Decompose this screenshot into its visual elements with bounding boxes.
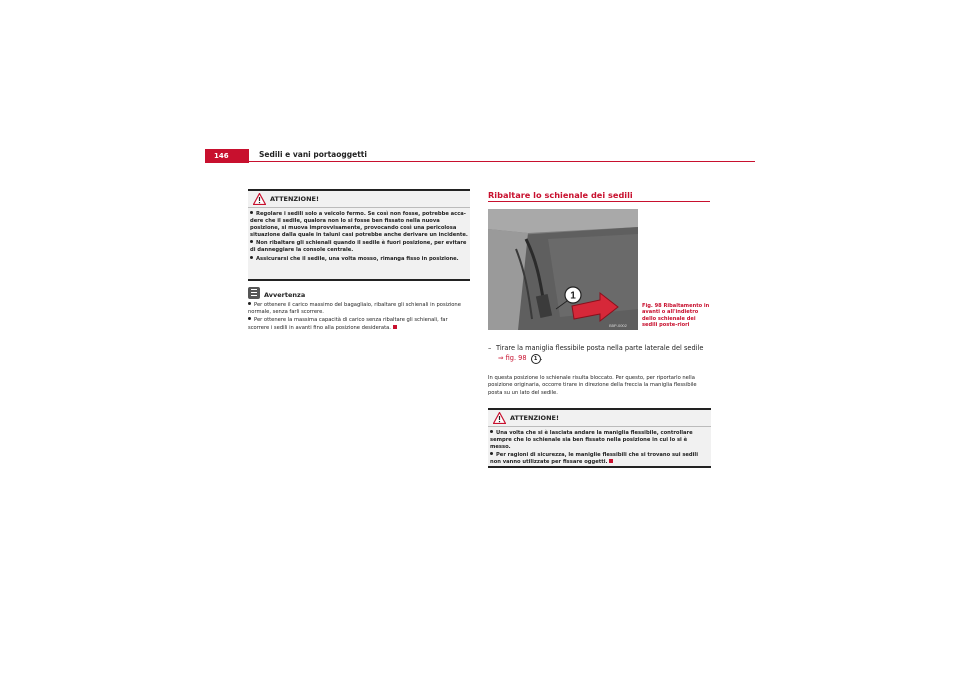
warning-item-text: Una volta che si è lasciata andare la maniglia flessibile, controllare sempre che lo schienale sia ben fissato nella posizione in cui lo si è messo. [490,430,693,451]
step-dash: – [488,344,492,352]
note-item-text: Per ottenere la massima capacità di carico senza ribaltare gli schienali, far scorrere i sedili in avanti fino alla posizione desiderata. [248,317,448,331]
step-text: Tirare la maniglia flessibile posta nella parte laterale del sedile [496,344,704,352]
section-title: Ribaltare lo schienale dei sedili [488,190,633,200]
note-title: Avvertenza [264,291,306,299]
warning-item [250,240,468,254]
warning-body [248,208,470,263]
note-item-text: Per ottenere il carico massimo del bagagliaio, ribaltare gli schienali in posizione normale, senza farli scorrere. [248,302,461,316]
warning-body [488,427,711,466]
bullet-icon [248,302,251,305]
warning-item-text: Non ribaltare gli schienali quando il sedile è fuori posizione, per evitare di danneggiare la console centrale. [250,240,467,254]
warning-item [490,430,709,451]
warning-item-text: Assicurarsi che il sedile, una volta mosso, rimanga fisso in posizione. [256,255,459,262]
warning-box-flexible-handle [488,408,711,468]
header-rule [249,161,755,162]
figure-ref-link[interactable]: ⇒ fig. 98 [498,353,527,362]
chapter-title: Sedili e vani portaoggetti [259,150,367,159]
end-mark-icon [609,459,613,463]
instruction-step [488,344,712,364]
warning-item [250,211,468,239]
figure-caption: Fig. 98 Ribaltamento in avanti o all'indietro dello schienale dei sedili poste-riori [642,303,710,329]
note-header [248,287,470,301]
section-rule [488,201,710,202]
page-header [205,149,755,163]
warning-item [490,452,709,466]
warning-header [488,410,711,427]
figure-code: B5P-0002 [609,323,627,328]
warning-item-text: Regolare i sedili solo a veicolo fermo. Se così non fosse, potrebbe acca-dere che il sedile, qualora non lo si fosse ben fissato nella nuova posizione, si muova improvvisamente, provocando così una pericolosa situazione dalla quale in taluni casi potrebbe anche derivare un incidente. [250,211,468,239]
page-number: 146 [205,149,249,163]
note-icon [248,287,260,299]
warning-triangle-icon [493,412,506,424]
warning-title: ATTENZIONE! [510,414,559,422]
note-item [248,302,470,316]
bullet-icon [250,240,253,243]
figure-illustration [488,209,638,330]
figure-98-seat-backrest [488,209,638,330]
note-item [248,317,470,331]
warning-title: ATTENZIONE! [270,195,319,203]
warning-item [250,256,468,263]
callout-badge: 1 [531,354,541,364]
note-box [248,287,470,332]
end-mark-icon [393,325,397,329]
body-paragraph: In questa posizione lo schienale risulta bloccato. Per questo, per riportarlo nella posizione originaria, occorre tirare in direzione della freccia la maniglia flessibile posta su un lato del sedile. [488,375,697,396]
warning-header [248,191,470,208]
warning-item-text: Per ragioni di sicurezza, le maniglie flessibili che si trovano sui sedili non vanno utilizzate per fissare oggetti. [490,452,698,466]
bullet-icon [250,256,253,259]
bullet-icon [490,430,493,433]
bullet-icon [490,452,493,455]
step-end: . [540,353,543,362]
warning-triangle-icon [253,193,266,205]
bullet-icon [248,317,251,320]
figure-callout-label: 1 [570,290,576,302]
bullet-icon [250,211,253,214]
warning-box-seat-adjustment [248,189,470,281]
